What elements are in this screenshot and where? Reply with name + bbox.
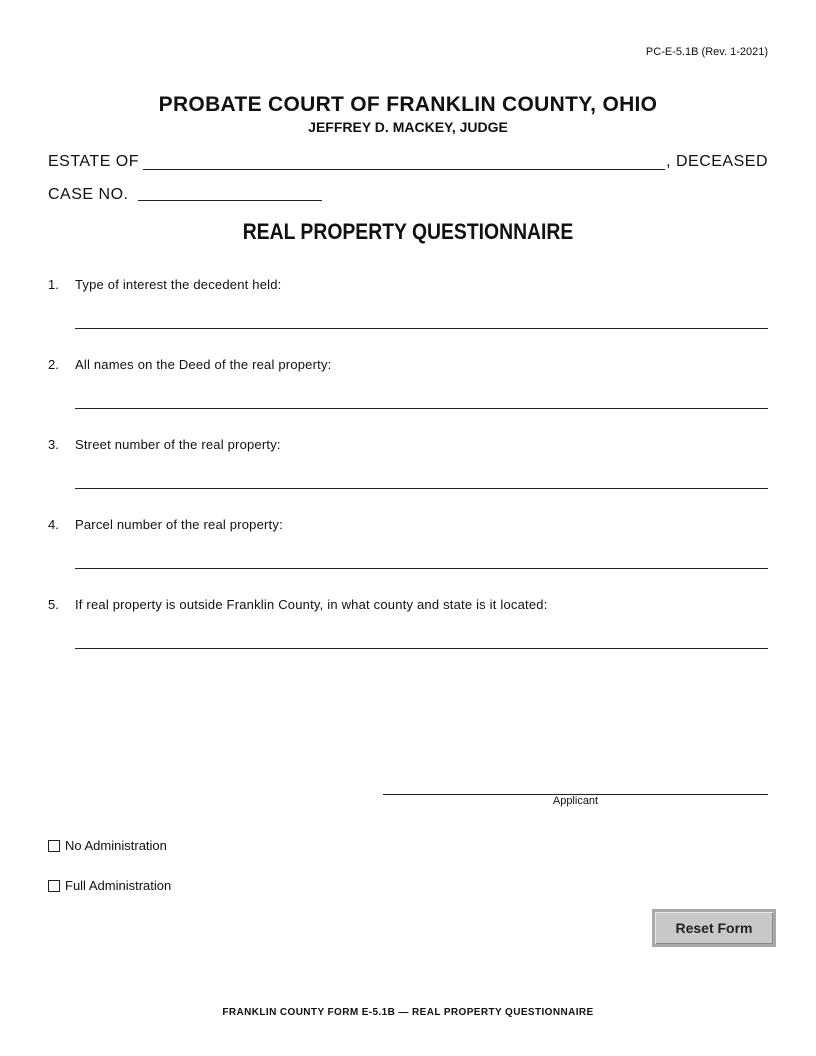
form-code: PC-E-5.1B (Rev. 1-2021) [645,46,768,58]
form-footer: FRANKLIN COUNTY FORM E-5.1B — REAL PROPERTY QUESTIONNAIRE [222,1007,594,1018]
checkbox-icon[interactable] [48,840,60,852]
answer-field[interactable] [75,408,768,409]
judge-name: JEFFREY D. MACKEY, JUDGE [308,119,508,135]
form-title: REAL PROPERTY QUESTIONNAIRE [242,219,574,244]
question-number: 2. [48,357,59,372]
reset-form-button[interactable]: Reset Form [652,909,776,947]
answer-field[interactable] [75,328,768,329]
estate-field[interactable] [143,169,665,170]
question-text: Street number of the real property: [75,437,281,452]
full-administration-checkbox[interactable] [48,878,171,893]
no-administration-checkbox[interactable] [48,838,167,853]
question-text: If real property is outside Franklin County, in what county and state is it located: [75,597,548,612]
checkbox-icon[interactable] [48,880,60,892]
checkbox-label: No Administration [65,838,167,853]
case-label: CASE NO. [48,186,129,203]
answer-field[interactable] [75,568,768,569]
checkbox-label: Full Administration [65,878,172,893]
answer-field[interactable] [75,488,768,489]
deceased-label: , DECEASED [666,153,768,170]
answer-field[interactable] [75,648,768,649]
applicant-label: Applicant [552,795,599,807]
question-number: 3. [48,437,59,452]
estate-label: ESTATE OF [48,153,140,170]
question-number: 1. [48,277,59,292]
question-number: 5. [48,597,59,612]
question-text: Parcel number of the real property: [75,517,283,532]
question-text: Type of interest the decedent held: [75,277,282,292]
court-title: PROBATE COURT OF FRANKLIN COUNTY, OHIO [158,93,658,116]
question-text: All names on the Deed of the real property: [75,357,332,372]
case-number-field[interactable] [138,200,322,201]
question-number: 4. [48,517,59,532]
